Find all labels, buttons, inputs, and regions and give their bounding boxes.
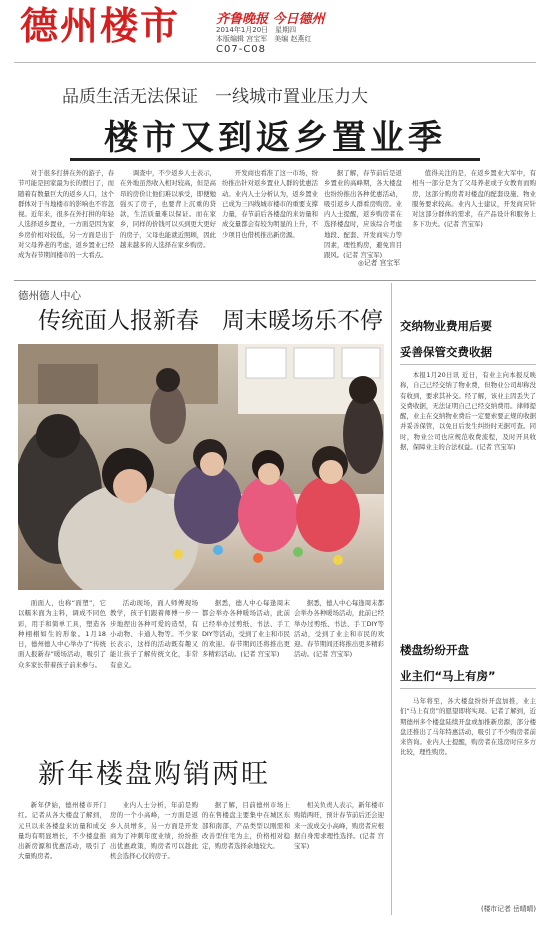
feature-column-2: 活动现场，面人师傅现场教学，孩子们跟着师傅一步一步地捏出各种可爱的造型，有小动物、卡通人物等。不少家长表示，这样的活动既有趣又能让孩子了解传统文化，非常有意义。 xyxy=(110,599,198,669)
feature-headline: 传统面人报新春 周末暖场乐不停 xyxy=(38,308,383,334)
newspaper-brand: 齐鲁晚报 今日德州 xyxy=(216,12,325,27)
headline-rule xyxy=(70,158,480,161)
section-title: 德州楼市 xyxy=(20,3,181,48)
sidebar-story2-headline-2: 业主们“马上有房” xyxy=(400,669,496,683)
feature-column-3: 据悉，德人中心每逢周末都会举办各种暖场活动，此前已经举办过剪纸、书法、手工DIY等活动，受到了业主和市民的欢迎。春节期间还将推出更多精彩活动。(记者 宫宝军) xyxy=(202,599,290,659)
lead-column-1: 对于很多打拼在外的游子，春节可能是回家最为长的假日了，而随着有数量巨大的返乡人口，这个群体对于当地楼市的影响也不容忽视。近年来，很多在外打拼的年轻人选择返乡置业，一方面是因为家乡房价相对较低，另一方面是出于对父母养老的考虑，返乡置业已经成为春节期间楼市的一大看点。 xyxy=(18,169,114,260)
bottom-column-2: 业内人士分析，年前是购房的一个小高峰，一方面是返乡人员增多，另一方面是开发商为了冲刺年度业绩，纷纷推出优惠政策，购房者可以趁此机会选择心仪的房子。 xyxy=(110,801,198,861)
sidebar-story1-headline-2: 妥善保管交费收据 xyxy=(400,345,492,359)
second-headline: 新年楼盘购销两旺 xyxy=(38,759,270,790)
lead-column-4: 据了解，春节前后是返乡置业的高峰期，各大楼盘也纷纷推出各种优惠活动，吸引返乡人群看房购房。业内人士提醒，返乡购房者在选择楼盘时，应该综合考虑地段、配套、开发商实力等因素，理性购房，避免盲目跟风。(记者 宫宝军) xyxy=(324,169,402,260)
sidebar-story2-headline-1: 楼盘纷纷开盘 xyxy=(400,643,469,657)
feature-kicker: 德州德人中心 xyxy=(18,290,81,302)
sidebar-story1-rule xyxy=(400,364,536,365)
sidebar-credit: (楼市记者 岳晴晴) xyxy=(480,905,536,913)
masthead xyxy=(0,0,550,76)
feature-column-1: 面面人，也称“面塑”，它以糯米面为主料，调成不同色彩，用手和简单工具，塑造各种栩栩如生的形象。1月18日，德州德人中心举办了“传统面人报新春”暖场活动，吸引了众多家长带着孩子前来参与。 xyxy=(18,599,106,669)
masthead-divider xyxy=(14,62,536,63)
lead-column-2: 调查中，不少返乡人士表示，在外地虽然收入相对较高，但是高昂的房价让他们难以承受，即便勉强买了房子，也要背上沉重的贷款，生活质量难以保证。而在家乡，同样的价钱可以买到更大更好的房子，父母也能就近照顾，因此越来越多的人选择在家乡购房。 xyxy=(120,169,216,250)
sidebar-top-text: 值得关注的是，在返乡置业大军中，有相当一部分是为了父母养老或子女教育而购房，这部分购房者对楼盘的配套设施、物业服务要求较高。业内人士建议，开发商应针对这部分群体的需求，在产品设计和服务上多下功夫。(记者 宫宝军) xyxy=(412,169,536,229)
sidebar-story2-text: 马年将至，各大楼盘纷纷开盘加推，业主们“马上有房”的愿望即将实现。记者了解到，近期德州多个楼盘陆续开盘或加推新房源，部分楼盘还推出了马年特惠活动，吸引了不少购房者前来咨询。业内人士提醒，购房者在选房时应多方比较，理性购房。 xyxy=(400,697,536,757)
classroom-photo xyxy=(18,344,384,590)
sidebar-story2-rule xyxy=(400,688,536,689)
issue-date: 2014年1月20日 星期四 xyxy=(216,26,297,34)
page-number: C07-C08 xyxy=(216,44,267,55)
lead-column-3: 开发商也看准了这一市场，纷纷推出针对返乡置业人群的优惠活动。业内人士分析认为，返乡置业已成为三四线城市楼市的重要支撑力量，春节前后各楼盘的来访量和成交量都会有较为明显的上升，不少项目也借机推出新房源。 xyxy=(222,169,318,239)
column-divider xyxy=(391,283,392,915)
lead-kicker: 品质生活无法保证 一线城市置业压力大 xyxy=(62,87,368,107)
section-divider xyxy=(14,280,536,281)
sidebar-story1-text: 本报1月20日讯 近日，有业主向本报反映称，自己已经交纳了物业费，但物业公司却称没有收到，要求其补交。经了解，该业主因丢失了交费收据，无法证明自己已经交纳费用。律师提醒，业主在交纳物业费后一定要索要正规的收据并妥善保管，以免日后发生纠纷时无据可查。同时，物业公司也应规范收费流程，及时开具收据，保障业主的合法权益。(记者 宫宝军) xyxy=(400,371,536,452)
issue-meta xyxy=(216,26,311,44)
lead-headline: 楼市又到返乡置业季 xyxy=(104,118,446,158)
bottom-column-4: 相关负责人表示，新年楼市购销两旺，预计春节前后还会迎来一波成交小高峰，购房者应根据自身需求理性选择。(记者 宫宝军) xyxy=(294,801,384,851)
editors: 本版编辑 宫宝军 美编 赵燕红 xyxy=(216,35,312,43)
sidebar-story1-headline-1: 交纳物业费用后要 xyxy=(400,319,492,333)
feature-column-4: 据悉，德人中心每逢周末都会举办各种暖场活动，此前已经举办过剪纸、书法、手工DIY等活动，受到了业主和市民的欢迎。春节期间还将推出更多精彩活动。(记者 宫宝军) xyxy=(294,599,384,659)
lead-credit: ◎记者 宫宝军 xyxy=(357,259,400,267)
bottom-column-1: 新年伊始，德州楼市开门红。记者从各大楼盘了解到，元旦以来各楼盘来访量和成交量均有明显增长，不少楼盘推出新房源和优惠活动，吸引了大量购房者。 xyxy=(18,801,106,861)
bottom-column-3: 据了解，目前德州市场上的在售楼盘主要集中在城区东部和南部，产品类型以刚需和改善型住宅为主，价格相对稳定，购房者选择余地较大。 xyxy=(202,801,290,851)
feature-photo xyxy=(18,344,384,590)
